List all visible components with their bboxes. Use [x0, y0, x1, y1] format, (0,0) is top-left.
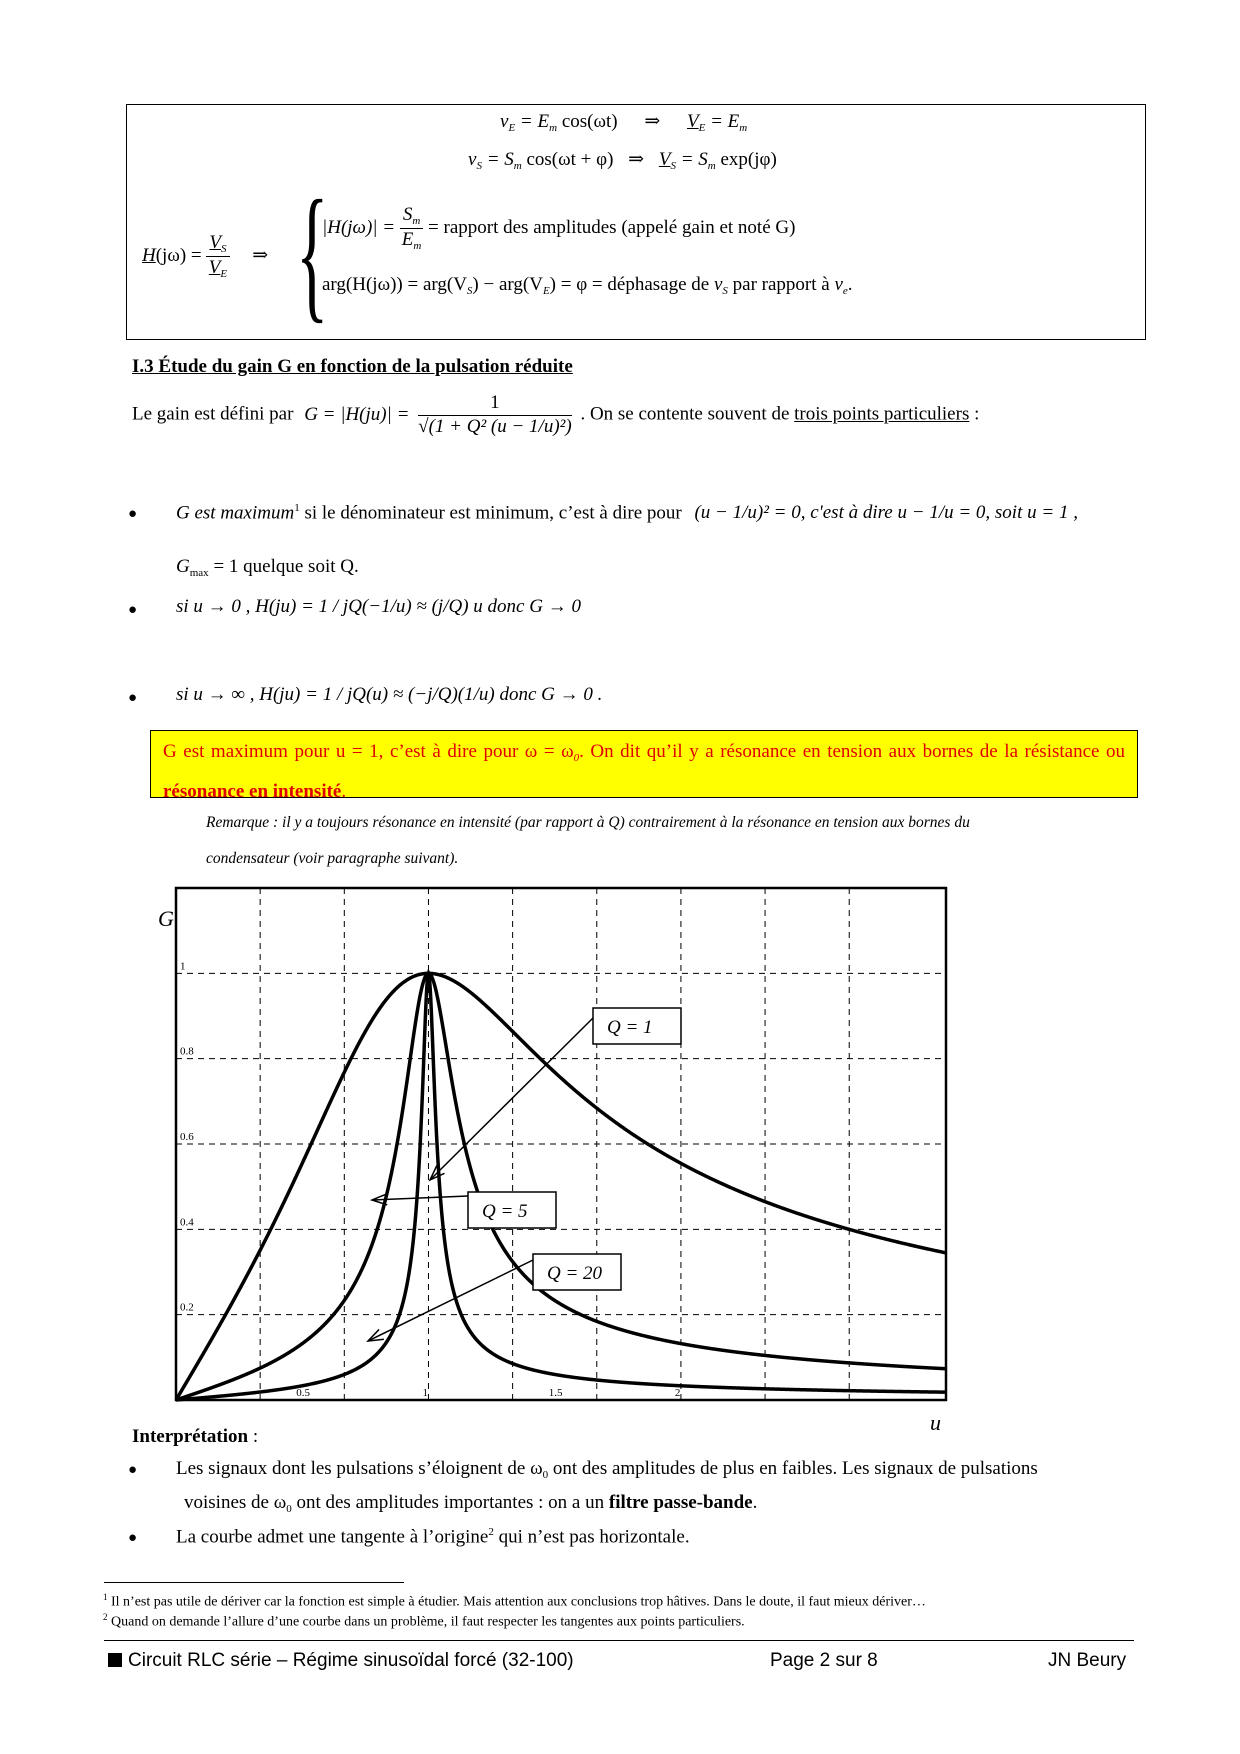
bullet-dot: ● — [128, 506, 138, 522]
curve-q-1 — [176, 973, 946, 1400]
gain-definition: Le gain est défini par G = |H(ju)| = $\frac{1}{\text{√(1 + Q² (u − 1/u)²)}}$ . On se contente souvent de trois points particuliers : — [132, 392, 980, 437]
remark-line-1: Remarque : il y a toujours résonance en intensité (par rapport à Q) contrairement à la résonance en tension aux bornes du — [206, 814, 970, 831]
footnote-separator — [104, 1582, 404, 1583]
footer-rule — [104, 1640, 1134, 1641]
equation-argument: $arg(H(j\omega)) = arg(V_S) - arg(V_E) = \varphi$ = déphasage de $v_S$ par rapport à $v_e$. — [322, 274, 853, 297]
chart-grid — [176, 888, 946, 1400]
x-tick-label: 1.5 — [548, 1387, 563, 1399]
interpretation-heading: Interprétation : — [132, 1426, 259, 1447]
footer-page-number: Page 2 sur 8 — [770, 1650, 878, 1671]
bullet-dot: ● — [128, 602, 138, 618]
legend-label: Q = 5 — [482, 1201, 528, 1222]
section-heading: I.3 Étude du gain G en fonction de la pulsation réduite — [132, 356, 573, 377]
bullet-u-zero: si u → 0 , H(ju) = 1 / jQ(−1/u) ≈ (j/Q) u donc G → 0 — [176, 596, 581, 617]
y-axis-label: G — [158, 906, 174, 931]
legend-label: Q = 1 — [607, 1017, 653, 1038]
equation-modulus: |H(jω)| = $\frac{S_m}{E_m}$ = rapport des amplitudes (appelé gain et noté G) — [322, 204, 796, 253]
bullet-dot: ● — [128, 690, 138, 706]
bullet-dot: ● — [128, 1530, 138, 1546]
equation-ve: $v_E = E_m$ cos(ωt) ⇒ $V_E = E_m$ — [500, 111, 748, 134]
resonance-highlight-box: G est maximum pour u = 1, c’est à dire pour $\omega = \omega_0$. On dit qu’il y a résonance en tension aux bornes de la résistance ou résonance en intensité. — [150, 730, 1138, 798]
y-tick-label: 0.2 — [180, 1301, 194, 1314]
gain-chart — [150, 880, 970, 1440]
y-tick-label: 0.8 — [180, 1045, 194, 1058]
remark-line-2: condensateur (voir paragraphe suivant). — [206, 850, 459, 867]
interpretation-bullet-1-line-2: voisines de $\omega_0$ ont des amplitudes importantes : on a un filtre passe-bande. — [184, 1492, 758, 1515]
gmax-line: $G_{max} = 1$ quelque soit Q. — [176, 556, 359, 579]
y-tick-label: 0.4 — [180, 1216, 194, 1229]
bullet-u-infinity: si u → ∞ , H(ju) = 1 / jQ(u) ≈ (−j/Q)(1/u) donc G → 0 . — [176, 684, 603, 705]
x-axis-label: u — [930, 1410, 941, 1435]
arrow-head-icon — [368, 1329, 384, 1341]
footer-author: JN Beury — [1048, 1650, 1127, 1671]
y-tick-label: 0.6 — [180, 1131, 194, 1143]
interpretation-bullet-2: La courbe admet une tangente à l’origine$^2$ qui n’est pas horizontale. — [176, 1526, 690, 1548]
bullet-maximum: G est maximum$^1$ si le dénominateur est minimum, c’est à dire pour (u − 1/u)² = 0, c'est à dire u − 1/u = 0, soit u = 1 , — [176, 502, 1078, 524]
equation-vs: $v_S = S_m$ cos(ωt + φ) ⇒ $V_S = S_m$ exp(jφ) — [468, 149, 777, 172]
y-tick-label: 1 — [180, 960, 186, 973]
footer-left: Circuit RLC série – Régime sinusoïdal forcé (32-100) — [108, 1650, 574, 1672]
equation-transfer: H(jω) = $\frac{V_S}{V_E}$ ⇒ — [142, 232, 269, 281]
x-tick-label: 0.5 — [296, 1387, 310, 1399]
chart-legends — [368, 1008, 681, 1341]
bullet-dot: ● — [128, 1462, 138, 1478]
legend-label: Q = 20 — [547, 1263, 603, 1284]
left-brace: { — [296, 170, 329, 336]
chart-curves — [176, 973, 946, 1400]
x-tick-label: 1 — [422, 1387, 428, 1399]
footnote-2: $^2$ Quand on demande l’allure d’une courbe dans un problème, il faut respecter les tangentes aux points particuliers. — [103, 1612, 745, 1630]
interpretation-bullet-1-line-1: Les signaux dont les pulsations s’éloignent de $\omega_0$ ont des amplitudes de plus en faibles. Les signaux de pulsations — [176, 1458, 1038, 1481]
footer-square-icon — [108, 1653, 122, 1667]
footnote-1: $^1$ Il n’est pas utile de dériver car la fonction est simple à étudier. Mais attention aux conclusions trop hâtives. Dans le doute, il faut mieux dériver… — [103, 1592, 926, 1610]
x-tick-label: 2 — [674, 1387, 681, 1399]
